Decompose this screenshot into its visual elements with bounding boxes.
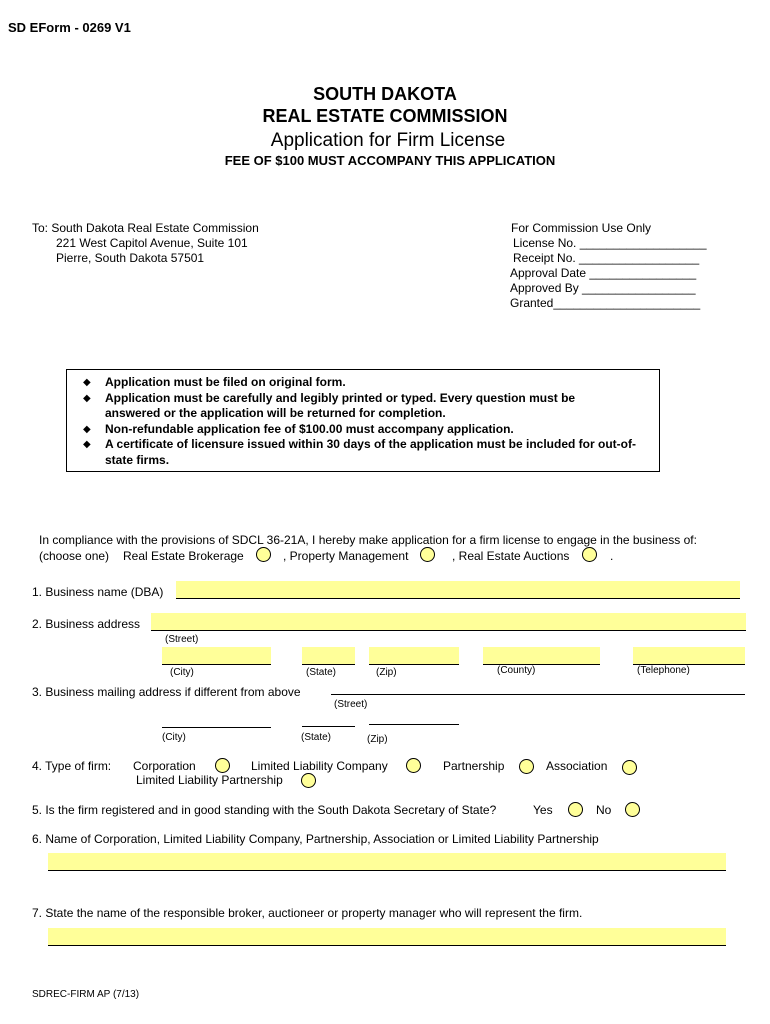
corporation-radio[interactable] xyxy=(215,758,230,773)
zip-caption: (Zip) xyxy=(376,667,397,678)
opt-property-label: , Property Management xyxy=(283,549,409,563)
entity-name-label: 6. Name of Corporation, Limited Liability Company, Partnership, Association or Limited Liability Partnership xyxy=(32,832,599,846)
responsible-broker-label: 7. State the name of the responsible broker, auctioneer or property manager who will represent the firm. xyxy=(32,906,583,920)
opt-brokerage-label: Real Estate Brokerage xyxy=(123,549,244,563)
business-name-field[interactable] xyxy=(176,581,740,599)
title-application: Application for Firm License xyxy=(270,130,506,151)
choose-one-label: (choose one) xyxy=(39,549,110,563)
llp-label: Limited Liability Partnership xyxy=(136,773,283,787)
business-telephone-field[interactable] xyxy=(633,647,745,665)
mailing-state-field[interactable] xyxy=(302,726,355,727)
instructions-box xyxy=(66,369,660,472)
diamond-bullet-icon: ◆ xyxy=(83,377,91,388)
auctions-radio[interactable] xyxy=(582,547,597,562)
instructions-list xyxy=(67,370,659,468)
telephone-caption: (Telephone) xyxy=(637,665,690,676)
business-address-label: 2. Business address xyxy=(32,617,141,631)
mailing-city-field[interactable] xyxy=(162,727,271,728)
receipt-no: Receipt No. __________________ xyxy=(513,251,700,265)
granted: Granted______________________ xyxy=(510,296,701,310)
county-caption: (County) xyxy=(497,665,536,676)
brokerage-radio[interactable] xyxy=(256,547,271,562)
instruction-item: ◆ A certificate of licensure issued within 30 days of the application must be included for out-of-state firms. xyxy=(83,437,636,467)
diamond-bullet-icon: ◆ xyxy=(83,423,91,435)
good-standing-yes-radio[interactable] xyxy=(568,802,583,817)
mailing-street-caption: (Street) xyxy=(334,699,368,710)
business-state-field[interactable] xyxy=(302,647,355,665)
no-label: No xyxy=(596,803,612,817)
instruction-item: ◆ Application must be carefully and legibly printed or typed. Every question must be answered or the application will be returned for completion. xyxy=(83,390,576,420)
compliance-text: In compliance with the provisions of SDCL 36-21A, I hereby make application for a firm license to engage in the business of: xyxy=(39,533,697,547)
firm-type-label: 4. Type of firm: xyxy=(32,759,112,773)
title-commission: REAL ESTATE COMMISSION xyxy=(262,106,508,126)
address-city: Pierre, South Dakota 57501 xyxy=(56,251,205,265)
good-standing-label: 5. Is the firm registered and in good standing with the South Dakota Secretary of State? xyxy=(32,803,497,817)
address-street: 221 West Capitol Avenue, Suite 101 xyxy=(56,236,248,250)
llp-radio[interactable] xyxy=(301,773,316,788)
business-county-field[interactable] xyxy=(483,647,600,665)
form-code: SDREC-FIRM AP (7/13) xyxy=(32,989,140,1000)
opt-auctions-label: , Real Estate Auctions xyxy=(452,549,570,563)
instruction-item: ◆ Application must be filed on original form. xyxy=(83,375,346,389)
business-zip-field[interactable] xyxy=(369,647,459,665)
form-id: SD EForm - 0269 V1 xyxy=(8,20,131,35)
llc-label: Limited Liability Company xyxy=(251,759,388,773)
corporation-label: Corporation xyxy=(133,759,196,773)
business-city-field[interactable] xyxy=(162,647,271,665)
title-state: SOUTH DAKOTA xyxy=(313,84,457,104)
mailing-state-caption: (State) xyxy=(301,732,332,743)
diamond-bullet-icon: ◆ xyxy=(83,392,91,404)
association-label: Association xyxy=(546,759,608,773)
llc-radio[interactable] xyxy=(406,758,421,773)
compliance-end: . xyxy=(610,549,614,563)
association-radio[interactable] xyxy=(622,760,637,775)
to-line: To: South Dakota Real Estate Commission xyxy=(32,221,259,235)
partnership-label: Partnership xyxy=(443,759,505,773)
fee-notice: FEE OF $100 MUST ACCOMPANY THIS APPLICATION xyxy=(224,153,556,168)
business-name-label: 1. Business name (DBA) xyxy=(32,585,164,599)
city-caption: (City) xyxy=(170,667,194,678)
diamond-bullet-icon: ◆ xyxy=(83,439,91,450)
license-no: License No. ___________________ xyxy=(513,236,707,250)
entity-name-field[interactable] xyxy=(48,853,726,871)
responsible-broker-field[interactable] xyxy=(48,928,726,946)
mailing-street-field[interactable] xyxy=(331,694,745,695)
yes-label: Yes xyxy=(533,803,553,817)
property-management-radio[interactable] xyxy=(420,547,435,562)
good-standing-no-radio[interactable] xyxy=(625,802,640,817)
approved-by: Approved By _________________ xyxy=(510,281,696,295)
partnership-radio[interactable] xyxy=(519,759,534,774)
mailing-city-caption: (City) xyxy=(162,732,186,743)
mailing-address-label: 3. Business mailing address if different from above xyxy=(32,685,301,699)
instruction-item: ◆ Non-refundable application fee of $100.00 must accompany application. xyxy=(83,421,514,436)
street-caption: (Street) xyxy=(165,634,199,645)
mailing-zip-field[interactable] xyxy=(369,724,459,725)
approval-date: Approval Date ________________ xyxy=(510,266,697,280)
business-street-field[interactable] xyxy=(151,613,746,631)
commission-use-title: For Commission Use Only xyxy=(511,221,652,235)
mailing-zip-caption: (Zip) xyxy=(367,734,388,745)
state-caption: (State) xyxy=(306,667,337,678)
